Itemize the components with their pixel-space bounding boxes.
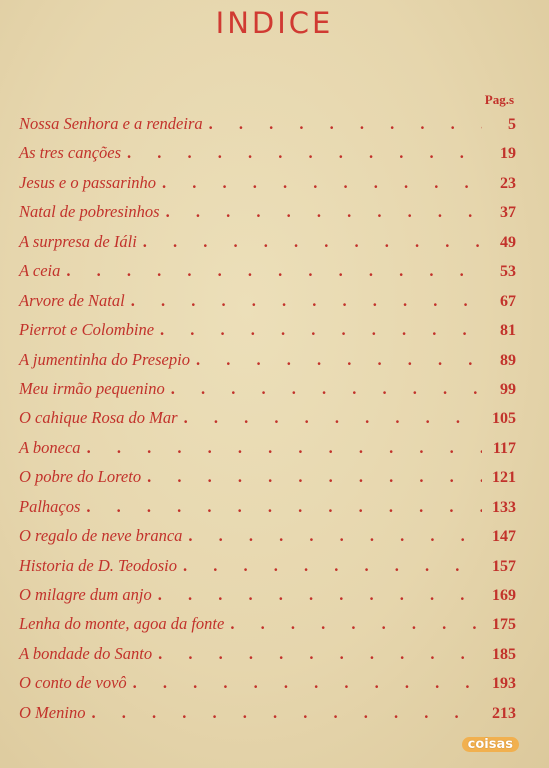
toc-entry-title: Nossa Senhora e a rendeira	[19, 114, 203, 133]
toc-entry	[19, 379, 516, 408]
dot-leader	[154, 585, 482, 605]
dot-leader	[154, 644, 482, 664]
dot-leader	[167, 379, 482, 399]
toc-entry-page: 169	[492, 587, 516, 604]
dot-leader	[62, 261, 482, 281]
toc-entry	[19, 614, 516, 643]
dot-leader	[87, 703, 482, 723]
toc-entry-title: Jesus e o passarinho	[19, 172, 157, 192]
toc-entry-page: 5	[508, 116, 516, 133]
toc-entry	[19, 202, 516, 231]
toc-entry-page: 105	[492, 410, 516, 428]
toc-entry-page: 133	[492, 498, 516, 516]
toc-entry-page: 213	[492, 704, 516, 722]
dot-leader	[179, 556, 482, 576]
dot-leader	[139, 232, 482, 252]
toc-entry	[19, 673, 516, 702]
toc-entry-page: 99	[500, 380, 516, 398]
toc-entry	[19, 438, 516, 467]
toc-entry-page: 147	[492, 528, 516, 546]
toc-entry-title: A boneca	[19, 437, 81, 457]
toc-entry-title: O milagre dum anjo	[19, 585, 152, 604]
toc-entry-title: O cahique Rosa do Mar	[19, 408, 178, 428]
toc-entry-page: 121	[492, 469, 516, 487]
dot-leader	[82, 497, 482, 517]
dot-leader	[180, 408, 482, 428]
dot-leader	[184, 526, 482, 546]
toc-entry	[19, 497, 516, 526]
dot-leader	[83, 438, 482, 458]
dot-leader	[127, 291, 482, 311]
dot-leader	[123, 143, 482, 163]
toc-entry-page: 193	[492, 675, 516, 693]
toc-entry-page: 89	[500, 351, 516, 369]
toc-entry-title: Historia de D. Teodosio	[19, 555, 177, 575]
dot-leader	[143, 467, 482, 487]
toc-entry	[19, 408, 516, 437]
dot-leader	[205, 114, 482, 134]
page-title: INDICE	[215, 6, 334, 40]
toc-entry	[19, 467, 516, 496]
toc-entry	[19, 114, 516, 143]
dot-leader	[162, 202, 482, 222]
toc-entry-page: 117	[492, 439, 516, 457]
toc-entry-title: O regalo de neve branca	[19, 526, 183, 546]
toc-entry-title: A ceia	[19, 261, 61, 281]
dot-leader	[158, 173, 482, 193]
toc-entry-title: As tres canções	[19, 143, 122, 163]
toc-entry	[19, 173, 516, 202]
toc-entry	[19, 232, 516, 261]
toc-entry-title: Natal de pobresinhos	[19, 202, 160, 222]
toc-entry	[19, 644, 516, 673]
toc-entry	[19, 526, 516, 555]
toc-entry-page: 157	[492, 557, 516, 575]
toc-entry-title: Pierrot e Colombine	[19, 320, 155, 340]
toc-entry-title: O pobre do Loreto	[19, 467, 142, 487]
toc-entry-title: Lenha do monte, agoa da fonte	[19, 614, 225, 634]
toc-entry-page: 67	[500, 292, 516, 310]
toc-entry-page: 49	[500, 233, 516, 251]
toc-entry-page: 185	[492, 645, 516, 663]
toc-entry	[19, 143, 516, 172]
dot-leader	[129, 673, 482, 693]
toc-entry	[19, 350, 516, 379]
toc-entry	[19, 261, 516, 290]
toc-entry-page: 37	[500, 204, 516, 222]
dot-leader	[192, 350, 482, 370]
dot-leader	[156, 320, 482, 340]
toc-entry	[19, 320, 516, 349]
toc-entry-page: 19	[500, 145, 516, 163]
table-of-contents	[19, 114, 516, 732]
toc-entry-title: A bondade do Santo	[19, 643, 153, 663]
toc-entry-page: 81	[500, 322, 516, 340]
toc-entry-title: A jumentinha do Presepio	[19, 349, 190, 369]
toc-entry-title: Palhaços	[19, 496, 81, 516]
toc-entry	[19, 291, 516, 320]
toc-entry-title: O conto de vovô	[19, 673, 127, 693]
watermark-logo: coisas	[462, 737, 519, 752]
toc-entry-page: 23	[500, 174, 516, 192]
toc-entry-page: 175	[492, 616, 516, 634]
toc-entry	[19, 703, 516, 732]
toc-entry-page: 53	[500, 263, 516, 281]
toc-entry	[19, 556, 516, 585]
toc-entry	[19, 585, 516, 614]
toc-entry-title: A surpresa de Iáli	[19, 231, 137, 251]
toc-entry-title: Arvore de Natal	[19, 290, 125, 310]
page-column-header: Pag.s	[484, 92, 514, 107]
dot-leader	[226, 614, 482, 634]
toc-entry-title: O Menino	[19, 702, 86, 722]
toc-entry-title: Meu irmão pequenino	[19, 378, 165, 398]
